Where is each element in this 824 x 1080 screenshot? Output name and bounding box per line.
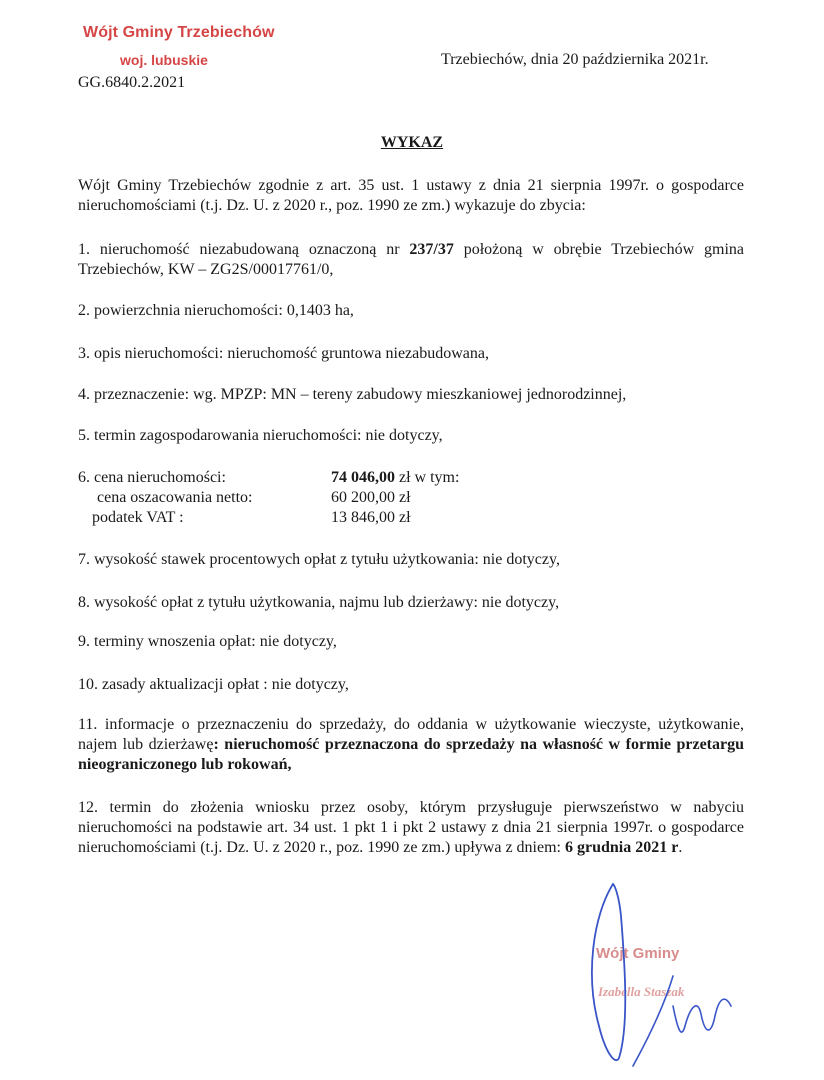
signature-stroke-rise [633, 976, 673, 1066]
item-7: 7. wysokość stawek procentowych opłat z tytułu użytkowania: nie dotyczy, [78, 551, 560, 568]
place-date: Trzebiechów, dnia 20 października 2021r. [441, 51, 709, 68]
signature-stamp-name: Izabella Staszak [598, 984, 685, 999]
handwritten-signature [585, 876, 765, 1076]
item-11 [78, 715, 744, 775]
document-title: WYKAZ [380, 134, 444, 151]
price-total: 74 046,00 [331, 469, 395, 486]
item-1 [78, 240, 744, 280]
office-stamp: Wójt Gminy Trzebiechów [83, 24, 275, 41]
signature-stamp-title: Wójt Gminy [596, 945, 680, 962]
item-1-suffix: położoną w obrębie Trzebiechów gmina Trzebiechów, KW – ZG2S/00017761/0, [78, 241, 745, 278]
vat-value: 13 846,00 zł [331, 509, 411, 526]
item-1-prefix: 1. nieruchomość niezabudowaną oznaczoną nr [78, 241, 410, 258]
price-label: 6. cena nieruchomości: [78, 469, 226, 486]
reference-number: GG.6840.2.2021 [78, 74, 186, 91]
item-12-end: . [678, 839, 683, 856]
item-5: 5. termin zagospodarowania nieruchomości: nie dotyczy, [78, 427, 443, 444]
item-12-date: 6 grudnia 2021 r [564, 839, 679, 856]
item-3: 3. opis nieruchomości: nieruchomość gruntowa niezabudowana, [78, 345, 489, 362]
region-stamp: woj. lubuskie [120, 52, 208, 68]
net-value: 60 200,00 zł [331, 489, 411, 506]
item-10: 10. zasady aktualizacji opłat : nie dotyczy, [78, 676, 349, 693]
item-9: 9. terminy wnoszenia opłat: nie dotyczy, [78, 633, 337, 650]
item-11-text: 11. informacje o przeznaczeniu do sprzedaży, do oddania w użytkowanie wieczyste, użytkowanie, najem lub dzierżawę [78, 716, 744, 753]
item-11-bold: : nieruchomość przeznaczona do sprzedaży na własność w formie przetargu nieograniczonego lub rokowań, [78, 736, 744, 773]
item-1-parcel: 237/37 [409, 241, 454, 258]
price-suffix: zł w tym: [395, 469, 460, 486]
signature-stroke-loop [592, 884, 625, 1060]
item-6-price-block [0, 468, 824, 532]
item-2: 2. powierzchnia nieruchomości: 0,1403 ha, [78, 302, 354, 319]
net-label: cena oszacowania netto: [97, 489, 253, 506]
item-8: 8. wysokość opłat z tytułu użytkowania, najmu lub dzierżawy: nie dotyczy, [78, 594, 560, 611]
price-value [331, 468, 459, 488]
item-4: 4. przeznaczenie: wg. MPZP: MN – tereny zabudowy mieszkaniowej jednorodzinnej, [78, 386, 627, 403]
item-12 [78, 798, 744, 858]
item-12-text: 12. termin do złożenia wniosku przez osoby, którym przysługuje pierwszeństwo w nabyciu nieruchomości na podstawie art. 34 ust. 1 pkt 1 i pkt 2 ustawy z dnia 21 sierpnia 1997r. o gospodarce nieruchomościami (t.j. Dz. U. z 2020 r., poz. 1990 ze zm.) upływa z dniem: [78, 799, 744, 856]
vat-label: podatek VAT : [92, 509, 184, 526]
signature-stroke-tail [673, 999, 731, 1032]
intro-paragraph: Wójt Gminy Trzebiechów zgodnie z art. 35 ust. 1 ustawy z dnia 21 sierpnia 1997r. o gospodarce nieruchomościami (t.j. Dz. U. z 2020 r., poz. 1990 ze zm.) wykazuje do zbycia: [78, 177, 744, 214]
